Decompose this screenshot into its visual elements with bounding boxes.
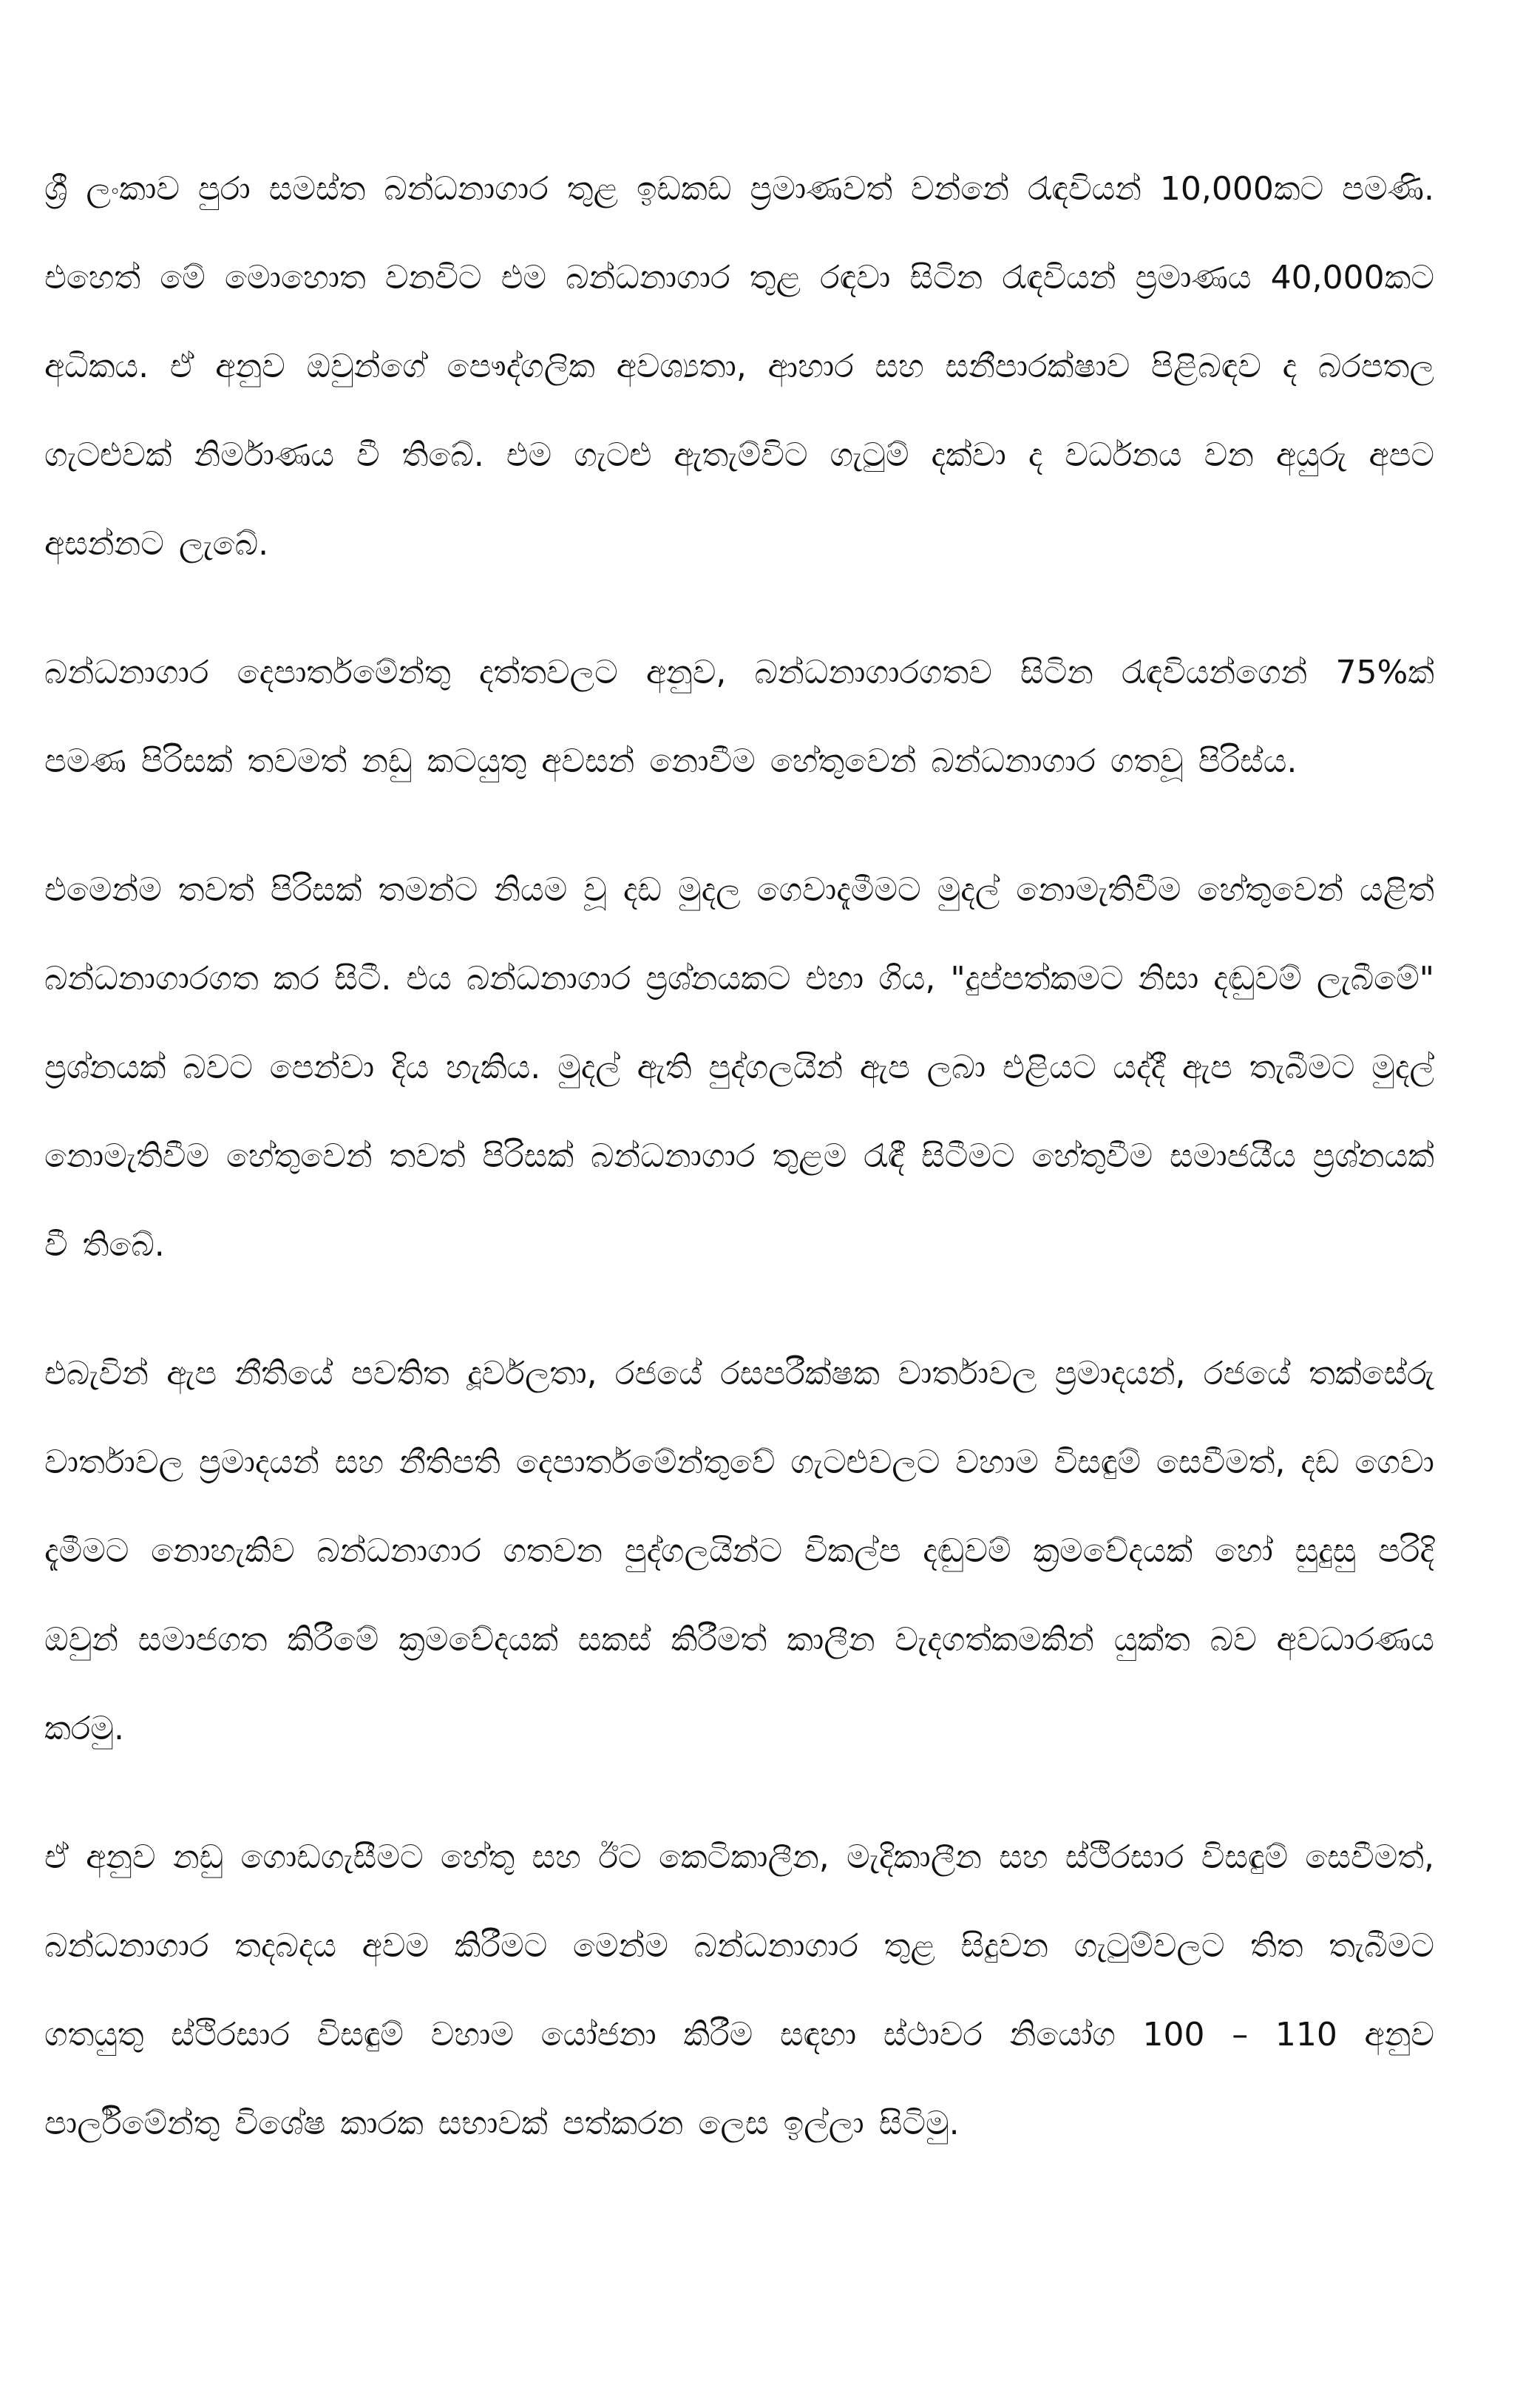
paragraph-3: එමෙන්ම තවත් පිරිසක් තමන්ට නියම වූ දඩ මුදල ගෙවාදැමීමට මුදල් නොමැතිවීම හේතුවෙන් යළිත් බන්ධනාගාරගත කර සිටී. එය බන්ධනාගාර ප්‍රශ්නයකට එහා ගිය, "දුප්පත්කමට නිසා දඬුවම් ලැබීමේ" ප්‍රශ්නයක් බවට පෙන්වා දිය හැකිය. මුදල් ඇති පුද්ගලයින් ඇප ලබා එළියට යද්දී ඇප තැබීමට මුදල් නොමැතිවීම හේතුවෙන් තවත් පිරිසක් බන්ධනාගාර තුළම රැඳී සිටීමට හේතුවීම සමාජයීය ප්‍රශ්නයක් වී තිබේ. [44,871,1434,1264]
paragraph-2: බන්ධනාගාර දෙපාර්තමේන්තු දත්තවලට අනුව, බන්ධනාගාරගතව සිටින රැඳවියන්ගෙන් 75%ක් පමණ පිරිසක් තවමත් නඩු කටයුතු අවසන් නොවීම හේතුවෙන් බන්ධනාගාර ගතවූ පිරිස්ය. [44,654,1434,780]
paragraph-5: ඒ අනුව නඩු ගොඩගැසීමට හේතු සහ ඊට කෙටිකාලීන, මැදිකාලීන සහ ස්ථිරසාර විසඳුම් සෙවීමත්, බන්ධනාගාර තදබදය අවම කිරීමට මෙන්ම බන්ධනාගාර තුළ සිදුවන ගැටුම්වලට තිත තැබීමට ගතයුතු ස්ථිරසාර විසඳුම් වහාම යෝජනා කිරීම සඳහා ස්ථාවර නියෝග 100 – 110 අනුව පාර්ලිමේන්තු විශේෂ කාරක සභාවක් පත්කරන ලෙස ඉල්ලා සිටිමු. [44,1838,1434,2142]
paragraph-4: එබැවින් ඇප නීතියේ පවතිත දූර්වලතා, රජයේ රසපරීක්ෂක වාර්තාවල ප්‍රමාදයන්, රජයේ තක්සේරු වාර්තාවල ප්‍රමාදයන් සහ නීතිපති දෙපාර්තමේන්තුවේ ගැටළුවලට වහාම විසඳුම් සෙවීමත්, දඩ ගෙවා දැමීමට නොහැකිව බන්ධනාගාර ගතවන පුද්ගලයින්ට විකල්ප දඬුවම් ක්‍රමවේදයක් හෝ සුදුසු පරිදි ඔවුන් සමාජගත කිරීමේ ක්‍රමවේදයක් සකස් කිරීමත් කාලීන වැදගත්කමකින් යුක්ත බව අවධාරණය කරමු. [44,1355,1434,1747]
paragraph-1: ශ්‍රී ලංකාව පුරා සමස්ත බන්ධනාගාර තුළ ඉඩකඩ ප්‍රමාණවත් වන්නේ රැඳවියන් 10,000කට පමණි. එහෙත් මේ මොහොත වනවිට එම බන්ධනාගාර තුළ රඳවා සිටින රැඳවියන් ප්‍රමාණය 40,000කට අධිකය. ඒ අනුව ඔවුන්ගේ පෞද්ගලික අවශ්‍යතා, ආහාර සහ සනීපාරක්ෂාව පිළිබඳව ද බරපතල ගැටළුවක් නිර්මාණය වී තිබේ. එම ගැටළු ඇතැම්විට ගැටුම් දක්වා ද වර්ධනය වන අයුරු අපට අසන්නට ලැබේ. [44,170,1434,563]
document-body [44,145,1434,2208]
